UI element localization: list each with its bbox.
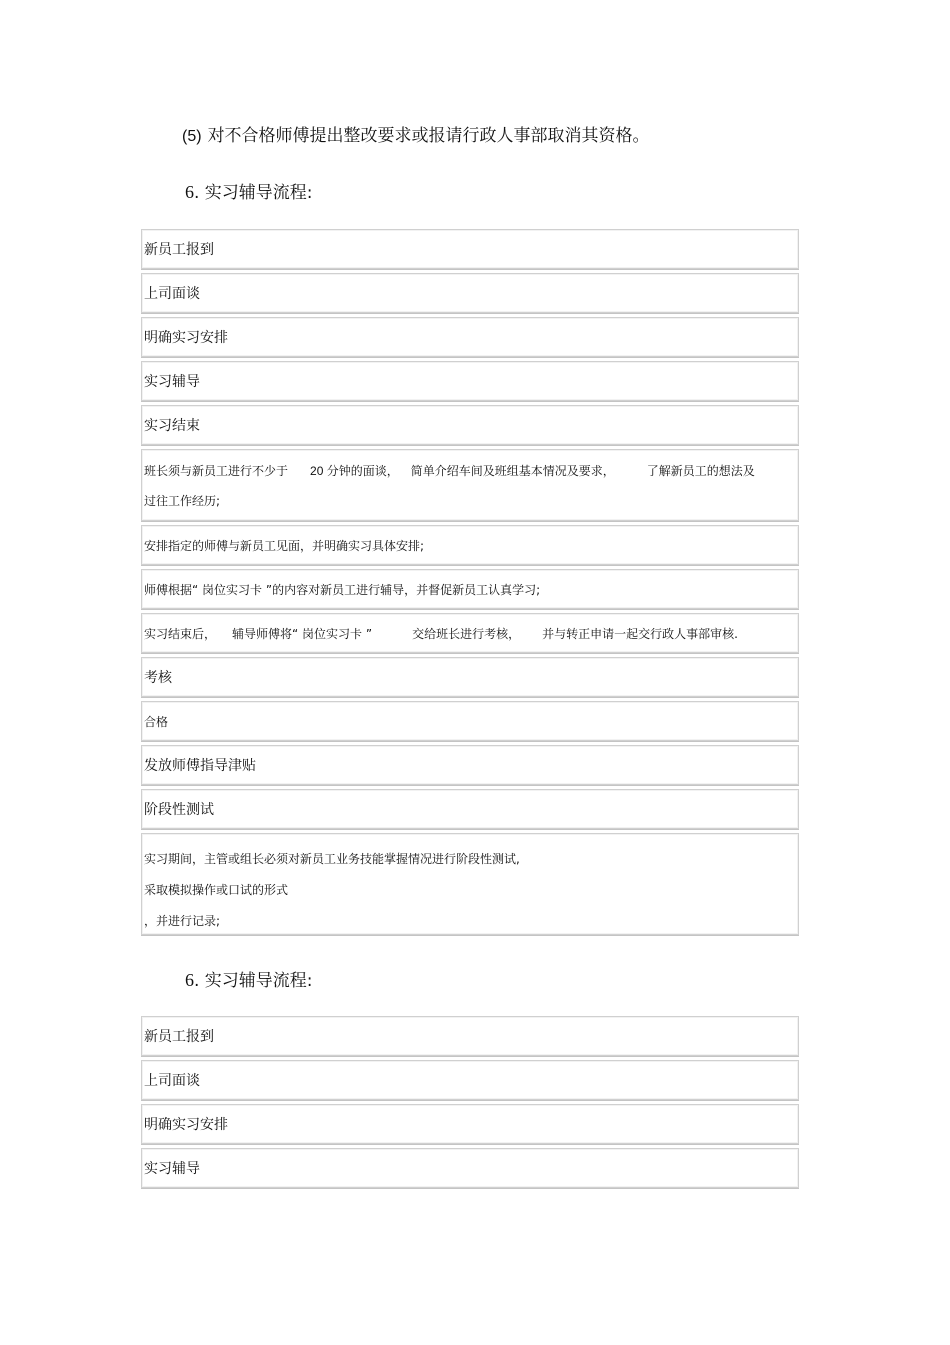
flow-detail-guide: 师傅根据“ 岗位实习卡 ”的内容对新员工进行辅导，并督促新员工认真学习;: [141, 569, 799, 609]
flow-step: 实习辅导: [141, 361, 799, 401]
flow-step: 发放师傅指导津贴: [141, 745, 799, 785]
flow-detail-test: 实习期间，主管或组长必须对新员工业务技能掌握情况进行阶段性测试, 采取模拟操作或口试的形式 ，并进行记录;: [141, 833, 799, 935]
intro-text: 对不合格师傅提出整改要求或报请行政人事部取消其资格。: [207, 126, 650, 146]
flow-detail-end: 实习结束后， 辅导师傅将“ 岗位实习卡 ” 交给班长进行考核， 并与转正申请一起交行政人事部审核.: [141, 613, 799, 653]
section-heading: [185, 178, 313, 207]
flow-step: 实习辅导: [141, 1148, 799, 1188]
heading-text: . 实习辅导流程:: [194, 183, 313, 203]
intro-paragraph: [182, 122, 650, 151]
intro-number: (5): [182, 128, 202, 145]
flow-step: 合格: [141, 701, 799, 741]
heading-number: 6: [185, 182, 194, 202]
flow-step: 考核: [141, 657, 799, 697]
flow-step: 明确实习安排: [141, 1104, 799, 1144]
flow-chart: [141, 229, 799, 939]
heading-text: . 实习辅导流程:: [194, 971, 313, 991]
flow-detail-arrange: 安排指定的师傅与新员工见面，并明确实习具体安排;: [141, 525, 799, 565]
flow-step: 新员工报到: [141, 229, 799, 269]
flow-step: 新员工报到: [141, 1016, 799, 1056]
flow-detail-interview: 班长须与新员工进行不少于 20 分钟的面谈， 简单介绍车间及班组基本情况及要求， 了解新员工的想法及 过往工作经历;: [141, 449, 799, 521]
heading-number: 6: [185, 970, 194, 990]
flow-chart-repeat: [141, 1016, 799, 1192]
flow-step: 上司面谈: [141, 1060, 799, 1100]
flow-step: 阶段性测试: [141, 789, 799, 829]
flow-step: 明确实习安排: [141, 317, 799, 357]
flow-step: 上司面谈: [141, 273, 799, 313]
flow-step: 实习结束: [141, 405, 799, 445]
section-heading-repeat: [185, 966, 313, 995]
